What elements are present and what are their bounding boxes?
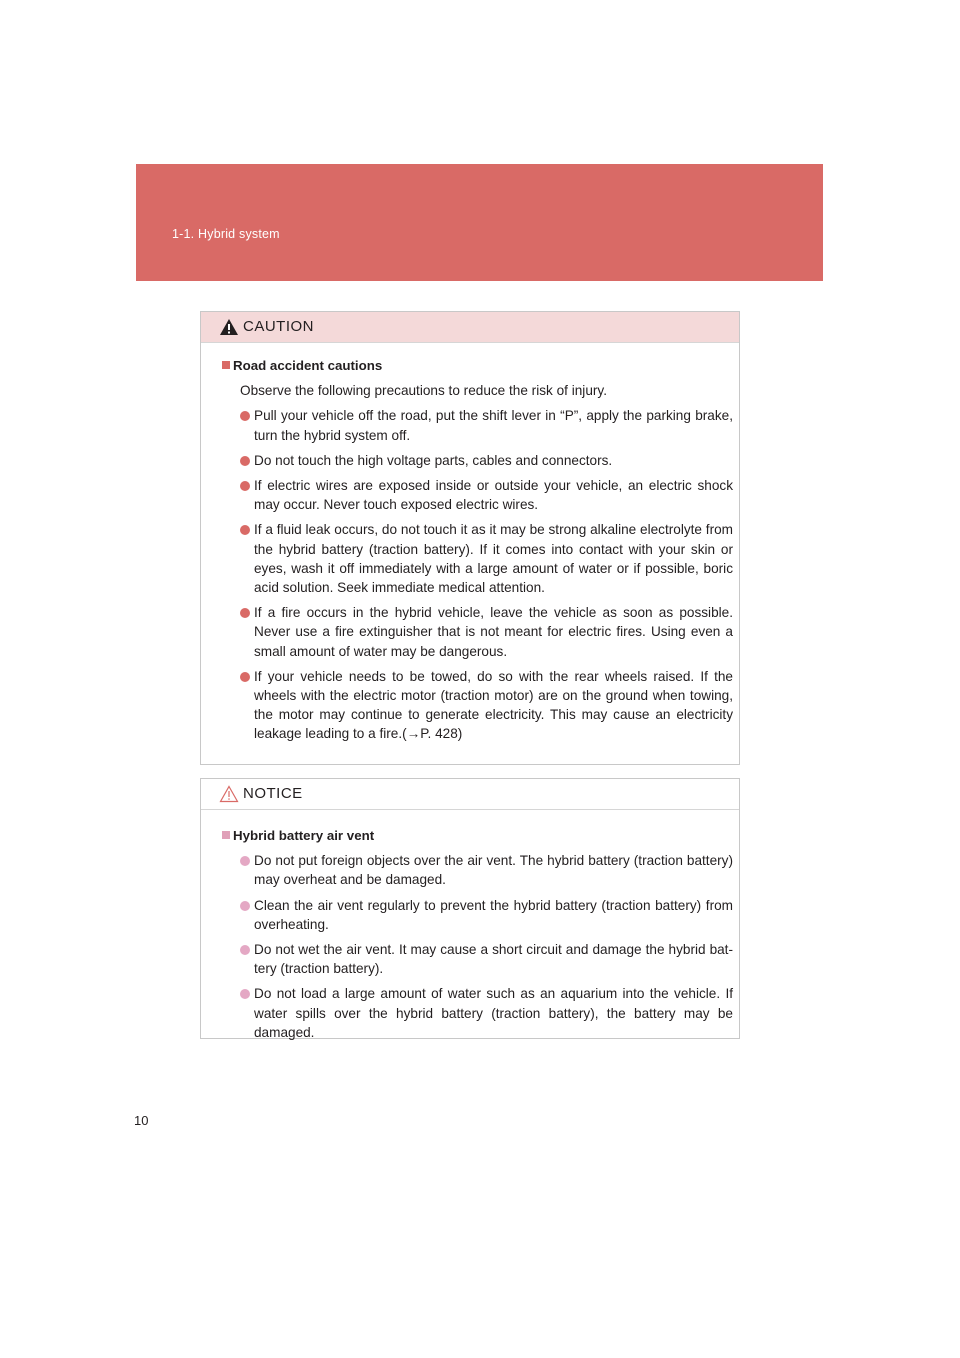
caution-bullet: Pull your vehicle off the road, put the shift lever in “P”, apply the parking brake, turn the hybrid system off.: [222, 406, 733, 444]
caution-intro: Observe the following precautions to reduce the risk of injury.: [240, 383, 607, 399]
header-band: [136, 164, 823, 281]
caution-bullet: Do not touch the high voltage parts, cables and connectors.: [222, 451, 733, 470]
caution-header: [201, 312, 739, 343]
warning-icon: [219, 318, 239, 336]
notice-heading: Hybrid battery air vent: [222, 826, 733, 845]
warning-outline-icon: [219, 785, 239, 803]
notice-label: NOTICE: [243, 785, 303, 802]
caution-bullet: If a fluid leak occurs, do not touch it as it may be strong alkaline electrolyte from the hybrid battery (traction battery). If it comes into contact with your skin or eyes, wash it off immediately with a large amount of water or if possible, boric acid solution. Seek immediate medical attention.: [222, 520, 733, 597]
caution-box: [200, 311, 740, 765]
notice-bullet: Do not wet the air vent. It may cause a short circuit and damage the hybrid bat-tery (traction battery).: [222, 940, 733, 978]
caution-bullet: If your vehicle needs to be towed, do so with the rear wheels raised. If the wheels with the electric motor (traction motor) are on the ground when towing, the motor may continue to generate electricity. This may cause an electricity leakage leading to a fire.(→P. 428): [222, 667, 733, 744]
caution-bullet: If electric wires are exposed inside or outside your vehicle, an electric shock may occur. Never touch exposed electric wires.: [222, 476, 733, 514]
notice-bullet: Do not put foreign objects over the air vent. The hybrid battery (traction battery) may overheat and be damaged.: [222, 851, 733, 889]
notice-bullet: Do not load a large amount of water such as an aquarium into the vehicle. If water spills over the hybrid battery (traction battery), the battery may be damaged.: [222, 984, 733, 1042]
caution-label: CAUTION: [243, 318, 314, 335]
notice-bullet: Clean the air vent regularly to prevent the hybrid battery (traction battery) from overheating.: [222, 896, 733, 934]
notice-box: [200, 778, 740, 1039]
page-number: 10: [134, 1113, 149, 1128]
caution-bullet: If a fire occurs in the hybrid vehicle, leave the vehicle as soon as possible. Never use a fire extinguisher that is not meant for electric fires. Using even a small amount of water may be dangerous.: [222, 603, 733, 661]
notice-body: [201, 810, 739, 1042]
caution-body: [201, 343, 739, 744]
notice-header: [201, 779, 739, 810]
caution-heading: Road accident cautions: [222, 356, 733, 375]
section-title: 1-1. Hybrid system: [172, 227, 280, 241]
